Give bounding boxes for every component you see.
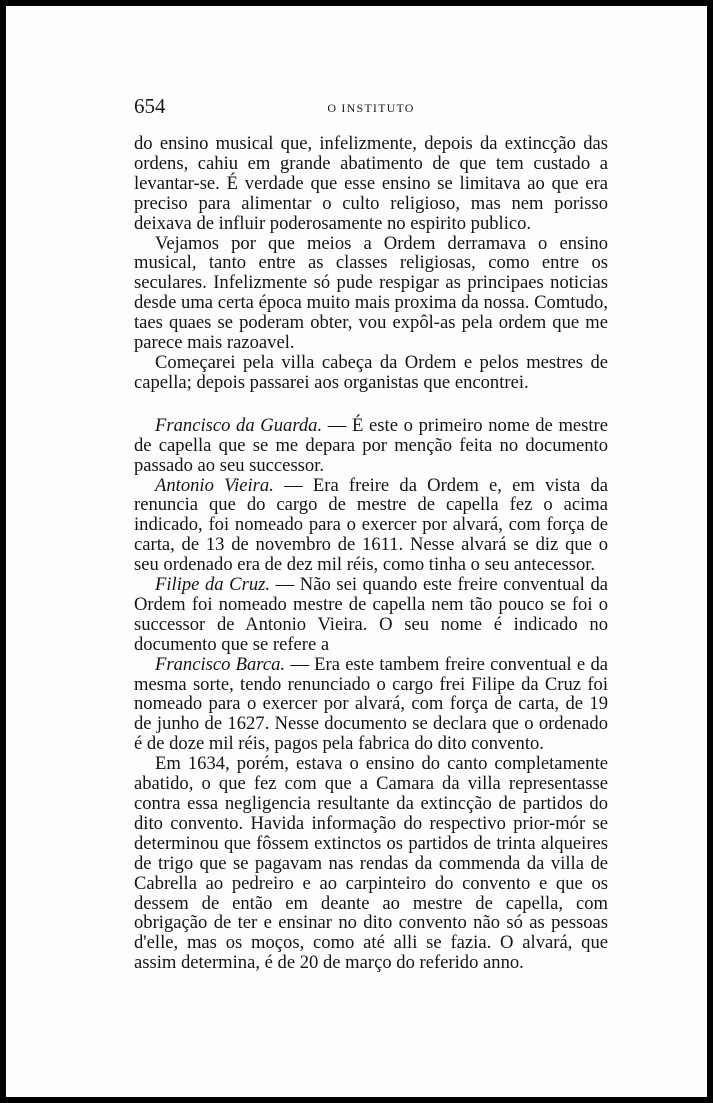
paragraph: do ensino musical que, infelizmente, depois da extincção das ordens, cahiu em grande abatimento de que tem custado a levantar-se. É verdade que esse ensino se limitava ao que era preciso para alimentar o culto religioso, mas nem porisso deixava de influir poderosamente no espirito publico.: [134, 133, 608, 234]
paragraph-francisco-da-guarda: Francisco da Guarda. — É este o primeiro nome de mestre de capella que se me depara por menção feita no documento passado ao seu successor.: [134, 414, 609, 476]
paragraph: Começarei pela villa cabeça da Ordem e pelos mestres de capella; depois passarei aos organistas que encontrei.: [134, 351, 608, 393]
person-name: Francisco Barca.: [155, 653, 286, 675]
paragraph-filipe-da-cruz: Filipe da Cruz. — Não sei quando este freire conventual da Ordem foi nomeado mestre de capella nem tão pouco se foi o successor de Antonio Vieira. O seu nome é indicado no documento que se refere a: [134, 574, 608, 655]
paragraph-antonio-vieira: Antonio Vieira. — Era freire da Ordem e, em vista da renuncia que do cargo de mestre de capella fez o acima indicado, foi nomeado para o exercer por alvará, com força de carta, de 13 de novembro de 1611. Nesse alvará se diz que o seu ordenado era de dez mil réis, como tinha o seu antecessor.: [134, 474, 608, 576]
paragraph-francisco-barca: Francisco Barca. — Era este tambem freire conventual e da mesma sorte, tendo renunciado o cargo frei Filipe da Cruz foi nomeado para o exercer por alvará, com força de carta, de 19 de junho de 1627. Nesse documento se declara que o ordenado é de doze mil réis, pagos pela fabrica do dito convento.: [134, 653, 608, 755]
running-title: O INSTITUTO: [327, 101, 415, 115]
person-name: Filipe da Cruz.: [155, 574, 271, 596]
paragraph: Vejamos por que meios a Ordem derramava o ensino musical, tanto entre as classes religiosas, como entre os seculares. Infelizmente só pude respigar as principaes noticias desde uma certa época muito mais proxima da nossa. Comtudo, taes quaes se poderam obter, vou expôl-as pela ordem que me parece mais razoavel.: [134, 232, 608, 354]
paragraph: Em 1634, porém, estava o ensino do canto completamente abatido, o que fez com que a Camara da villa representasse contra essa negligencia resultante da extincção de partidos do dito convento. Havida informação do respectivo prior-mór se determinou que fôssem extinctos os partidos de trinta alqueires de trigo que se pagavam nas rendas da commenda da villa de Cabrella ao pedreiro e ao carpinteiro do convento e que os dessem de então em deante ao mestre de capella, com obrigação de ter e ensinar no dito convento não só as pessoas d'elle, mas os moços, como até alli se fazia. O alvará, que assim determina, é de 20 de março do referido anno.: [134, 753, 608, 974]
page-header: [134, 94, 608, 118]
body-text: [134, 134, 608, 973]
book-page: [6, 6, 707, 1097]
person-name: Francisco da Guarda.: [155, 414, 323, 436]
page-number: 654: [134, 94, 166, 118]
person-name: Antonio Vieira.: [155, 474, 274, 496]
